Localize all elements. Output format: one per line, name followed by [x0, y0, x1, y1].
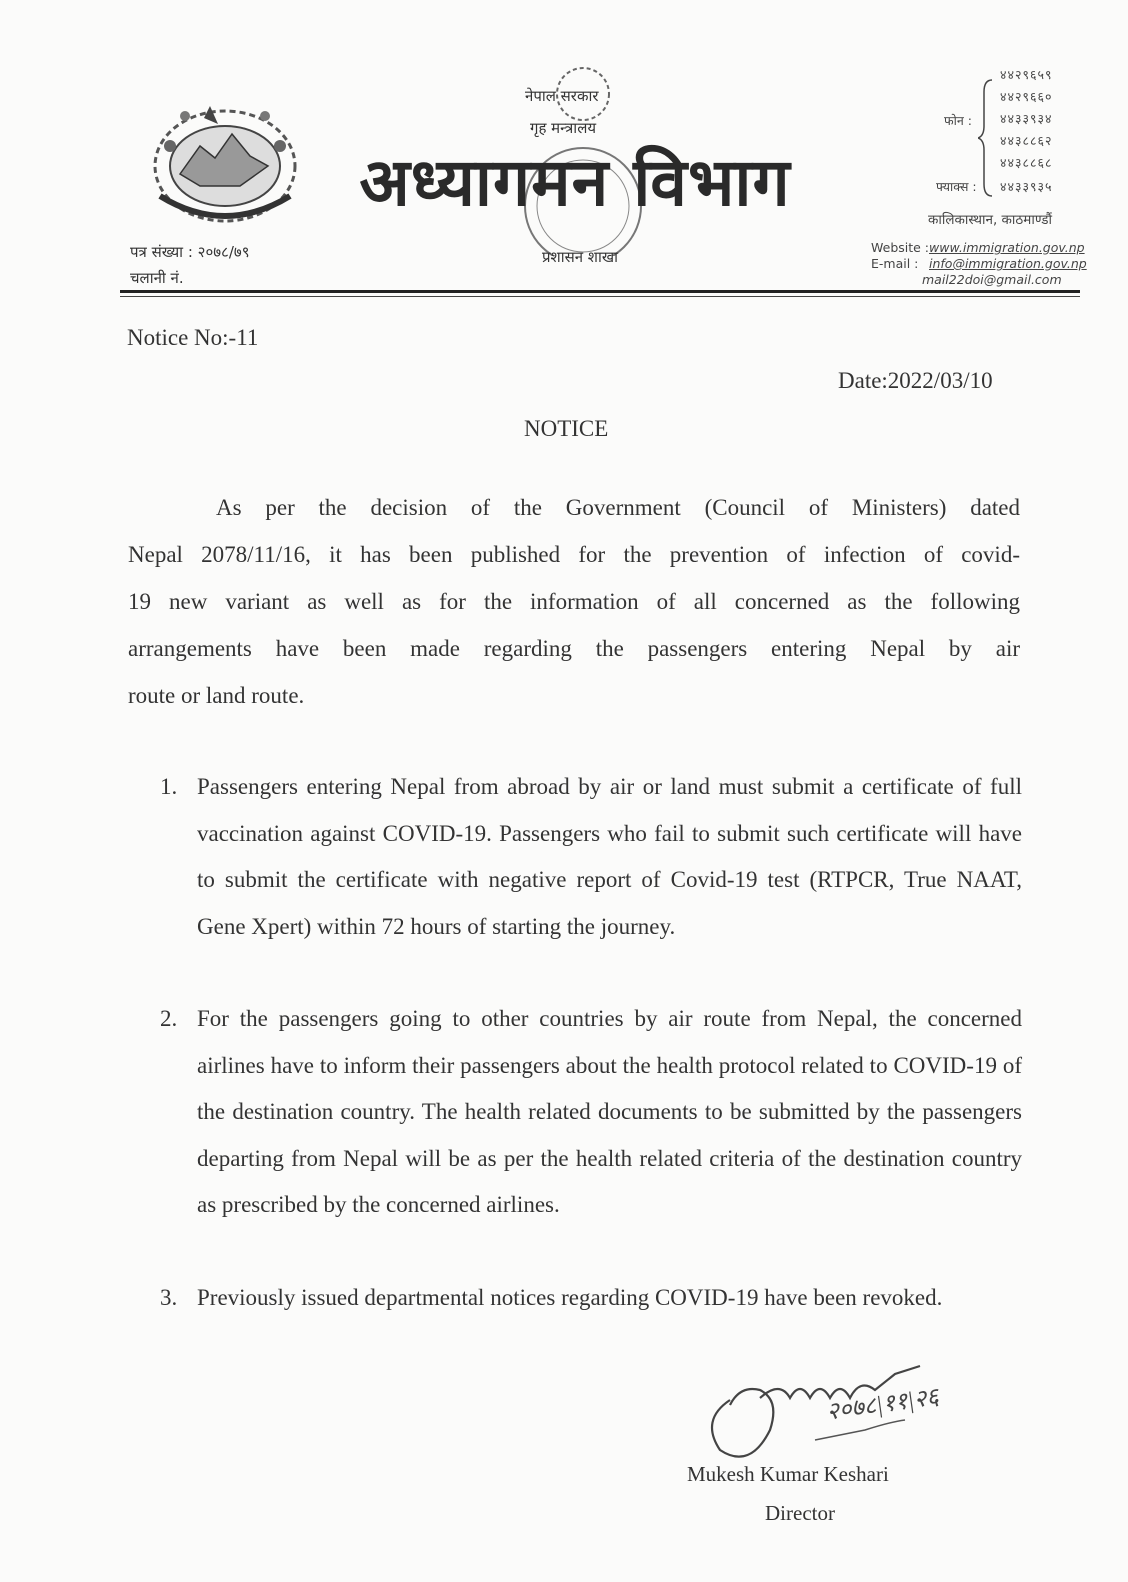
letterhead-divider-thin [120, 296, 1080, 297]
notice-date: Date:2022/03/10 [838, 368, 993, 393]
website-link[interactable]: www.immigration.gov.np [929, 240, 1085, 255]
list-item-text: For the passengers going to other countries by air route from Nepal, the concerned airlines have to inform their passengers about the health protocol related to COVID-19 of the destination country. The health related documents to be submitted by the passengers departing from Nepal will be as per the health related criteria of the destination country as prescribed by the concerned airlines. [197, 1006, 1022, 1217]
list-item [160, 996, 1022, 1229]
phone-number: ४४३३९३४ [1000, 111, 1053, 126]
list-item-text: Previously issued departmental notices regarding COVID-19 have been revoked. [197, 1285, 943, 1310]
nepal-emblem-icon [140, 86, 310, 236]
dispatch-number: चलानी नं. [130, 269, 184, 287]
phone-number: ४४२९६६० [1000, 89, 1053, 104]
intro-paragraph [128, 484, 1020, 719]
email-label: E-mail : [871, 256, 919, 271]
phone-number: ४४३८८६२ [1000, 133, 1053, 148]
department-title: अध्यागमन विभाग [359, 144, 791, 221]
list-item [160, 764, 1022, 950]
section-name: प्रशासन शाखा [541, 248, 619, 266]
phone-number: ४४२९६५९ [1000, 67, 1053, 82]
signature-date: २०७८|११|२६ [824, 1384, 941, 1426]
list-item-number: 3. [160, 1285, 178, 1310]
fax-number: ४४३३९३५ [1000, 179, 1053, 194]
phone-brace-icon [978, 78, 996, 198]
ministry-name: गृह मन्त्रालय [530, 119, 597, 137]
phone-number: ४४३८८६८ [1000, 155, 1053, 170]
intro-line: arrangements have been made regarding the passengers entering Nepal by air [128, 636, 1020, 661]
letter-number: पत्र संख्या : २०७८/७९ [130, 243, 250, 261]
signatory-designation: Director [765, 1501, 835, 1525]
list-item-text: Passengers entering Nepal from abroad by air or land must submit a certificate of full vaccination against COVID-19. Passengers who fail to submit such certificate will have to submit the certificate with negative report of Covid-19 test (RTPCR, True NAAT, Gene Xpert) within 72 hours of starting the journey. [197, 774, 1022, 939]
office-address: कालिकास्थान, काठमाण्डौं [928, 212, 1052, 228]
website-label: Website : [871, 240, 930, 255]
email-link[interactable]: info@immigration.gov.np [929, 256, 1087, 271]
letterhead-divider [120, 290, 1080, 293]
phone-label: फोन : [944, 113, 972, 128]
fax-label: फ्याक्स : [936, 179, 977, 194]
notice-number: Notice No:-11 [127, 325, 259, 350]
intro-line: As per the decision of the Government (Council of Ministers) dated [216, 495, 1020, 520]
list-item-number: 2. [160, 1006, 178, 1031]
intro-line: Nepal 2078/11/16, it has been published for the prevention of infection of covid- [128, 542, 1020, 567]
intro-line: 19 new variant as well as for the information of all concerned as the following [128, 589, 1020, 614]
signatory-name: Mukesh Kumar Keshari [687, 1462, 889, 1486]
intro-line: route or land route. [128, 683, 305, 708]
notice-heading: NOTICE [524, 416, 609, 441]
email-link-secondary[interactable]: mail22doi@gmail.com [922, 272, 1062, 287]
government-name: नेपाल सरकार [525, 87, 599, 105]
list-item [160, 1275, 1022, 1322]
list-item-number: 1. [160, 774, 178, 799]
